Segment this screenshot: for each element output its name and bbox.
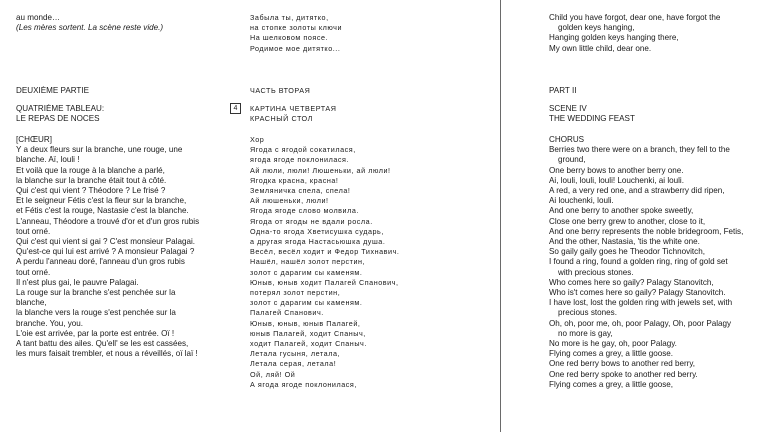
text-line: Земляничка спела, спела!	[250, 186, 351, 196]
part-title: PART II	[549, 86, 577, 95]
text-line: КРАСНЫЙ СТОЛ	[250, 114, 313, 124]
text-line: Ягода с ягодой сокатилася,	[250, 145, 356, 155]
text-line: Весёл, весёл ходит и Федор Тихнавич.	[250, 247, 400, 257]
text-line: На шелковом поясе.	[250, 33, 329, 43]
text-line: ягода ягоде поклонилася.	[250, 155, 350, 165]
text-line: A perdu l'anneau doré, l'anneau d'un gros rubis	[16, 257, 185, 267]
french-scene-heading	[16, 104, 248, 124]
text-line: Ai louchenki, louli.	[549, 196, 614, 206]
text-line: Il n'est plus gai, le pauvre Palagai.	[16, 277, 139, 287]
text-line: Родимое мое дитятко...	[250, 43, 341, 53]
text-line: Who comes here so gaily? Palagy Stanovitch,	[549, 277, 714, 287]
russian-chorus-text	[250, 135, 488, 390]
text-line: золот с дарагим сы каменям.	[250, 267, 363, 277]
english-scene-heading	[549, 104, 759, 124]
text-line: My own little child, dear one.	[549, 43, 652, 53]
part-title: ЧАСТЬ ВТОРАЯ	[250, 86, 311, 95]
russian-scene-heading	[250, 104, 488, 124]
text-line: branche. You, you.	[16, 318, 84, 328]
text-line: And the other, Nastasia, 'tis the white one.	[549, 237, 700, 247]
french-chorus-text	[16, 135, 248, 359]
text-line: Oh, oh, poor me, oh, poor Palagy, Oh, poor Palagy	[549, 318, 732, 328]
text-line: Ай люшеньки, люли!	[250, 196, 329, 206]
text-line: Y a deux fleurs sur la branche, une rouge, une	[16, 145, 183, 155]
text-line: L'oie est arrivée, par la porte est entrée. Oï !	[16, 328, 175, 338]
text-line: Child you have forgot, dear one, have forgot the	[549, 13, 721, 22]
text-line: Юныв, юныв, юныв Палагей,	[250, 318, 361, 328]
french-part-heading	[16, 86, 248, 96]
text-line: A tant battu des ailes. Qu'ell' se les est cassées,	[16, 339, 189, 349]
text-line: Ой, ляй! Ой	[250, 369, 296, 379]
russian-part-heading	[250, 86, 488, 96]
text-line: Ягода ягоде слово молвила.	[250, 206, 359, 216]
text-line: (Les mères sortent. La scène reste vide.)	[16, 23, 164, 33]
text-line: SCENE IV	[549, 104, 587, 113]
text-line: Close one berry grew to another, close to it,	[549, 216, 706, 226]
text-line: Летала серая, летала!	[250, 359, 337, 369]
text-line: Qu'est-ce qui lui est arrivé ? A monsieur Palagai ?	[16, 247, 195, 257]
text-line: Ягода от ягоды не вдали росла.	[250, 216, 373, 226]
scene-number-box: 4	[230, 103, 241, 114]
text-line: CHORUS	[549, 135, 585, 144]
text-line: One red berry bows to another red berry,	[549, 359, 696, 369]
text-line: Одна-то ягода Хветисушка сударь,	[250, 226, 384, 236]
text-line: Et voilà que la rouge à la blanche a parlé,	[16, 165, 165, 175]
text-line: tout orné.	[16, 226, 51, 236]
text-line: Юныв, юныв ходит Палагей Спанович,	[250, 277, 399, 287]
text-line: а другая ягода Настасьюшка душа.	[250, 237, 386, 247]
text-line: with precious stones.	[558, 267, 634, 277]
text-line: Летала гусыня, летала,	[250, 349, 341, 359]
text-line: I have lost, lost the golden ring with jewels set, with	[549, 298, 733, 308]
russian-opening	[250, 13, 488, 54]
text-line: Забыла ты, дитятко,	[250, 13, 329, 22]
text-line: Ягодка красна, красна!	[250, 175, 339, 185]
english-part-heading	[549, 86, 759, 96]
text-line: Qui c'est qui vient si gai ? C'est monsieur Palagai.	[16, 237, 195, 247]
text-line: les murs faisait trembler, et nous a réveillés, oï laï !	[16, 349, 198, 359]
text-line: на стопке золоты ключи	[250, 23, 343, 33]
text-line: L'anneau, Théodore a trouvé d'or et d'un gros rubis	[16, 216, 200, 226]
text-line: LE REPAS DE NOCES	[16, 114, 100, 124]
text-line: Нашёл, нашёл золот перстин,	[250, 257, 366, 267]
text-line: золот с дарагим сы каменям.	[250, 298, 363, 308]
text-line: QUATRIÈME TABLEAU:	[16, 104, 105, 113]
text-line: А ягода ягоде поклонилася,	[250, 379, 357, 389]
text-line: [CHŒUR]	[16, 135, 52, 144]
text-line: A red, a very red one, and a strawberry did ripen,	[549, 186, 725, 196]
text-line: КАРТИНА ЧЕТВЕРТАЯ	[250, 104, 337, 113]
text-line: ходит Палагей, ходит Спаныч.	[250, 339, 367, 349]
text-line: Ай люли, люли! Люшеньки, ай люли!	[250, 165, 391, 175]
text-line: ground,	[558, 155, 586, 165]
text-line: et Fétis c'est la rouge, Nastasie c'est la blanche.	[16, 206, 189, 216]
text-line: Хор	[250, 135, 265, 144]
text-line: Flying comes a grey, a little goose,	[549, 379, 674, 389]
text-line: la blanche vers la rouge s'est penchée sur la	[16, 308, 176, 318]
text-line: blanche. Aï, louli !	[16, 155, 80, 165]
text-line: потерял золот перстин,	[250, 288, 341, 298]
text-line: La rouge sur la branche s'est penchée sur la	[16, 288, 176, 298]
text-line: Berries two there were on a branch, they fell to the	[549, 145, 730, 155]
text-line: Hanging golden keys hanging there,	[549, 33, 679, 43]
text-line: Flying comes a grey, a little goose.	[549, 349, 674, 359]
text-line: Who is't comes here so gaily? Palagy Stanovitch.	[549, 288, 726, 298]
part-title: DEUXIÈME PARTIE	[16, 86, 90, 95]
text-line: And one berry represents the noble bridegroom, Fetis,	[549, 226, 744, 236]
text-line: And one berry to another spoke sweetly,	[549, 206, 694, 216]
page-gutter-divider	[500, 0, 501, 432]
text-line: precious stones.	[558, 308, 617, 318]
text-line: No more is he gay, oh, poor Palagy.	[549, 339, 677, 349]
text-line: Et le seigneur Fétis c'est la fleur sur la branche,	[16, 196, 187, 206]
text-line: юныв Палагей, ходит Спаныч,	[250, 328, 366, 338]
text-line: no more is gay,	[558, 328, 613, 338]
english-opening	[549, 13, 759, 54]
text-line: golden keys hanging,	[558, 23, 635, 33]
text-line: la blanche sur la branche était tout à côté.	[16, 175, 167, 185]
text-line: Палагей Спанович.	[250, 308, 324, 318]
text-line: tout orné.	[16, 267, 51, 277]
french-opening	[16, 13, 248, 33]
text-line: So gaily gaily goes he Theodor Tichnovitch,	[549, 247, 705, 257]
text-line: blanche,	[16, 298, 47, 308]
english-chorus-text	[549, 135, 759, 390]
text-line: au monde…	[16, 13, 61, 22]
text-line: I found a ring, found a golden ring, ring of gold set	[549, 257, 728, 267]
text-line: One berry bows to another berry one.	[549, 165, 684, 175]
text-line: Qui c'est qui vient ? Théodore ? Le frisé ?	[16, 186, 166, 196]
text-line: One red berry spoke to another red berry.	[549, 369, 698, 379]
text-line: THE WEDDING FEAST	[549, 114, 635, 124]
text-line: Ai, louli, louli, louli! Louchenki, ai louli.	[549, 175, 684, 185]
